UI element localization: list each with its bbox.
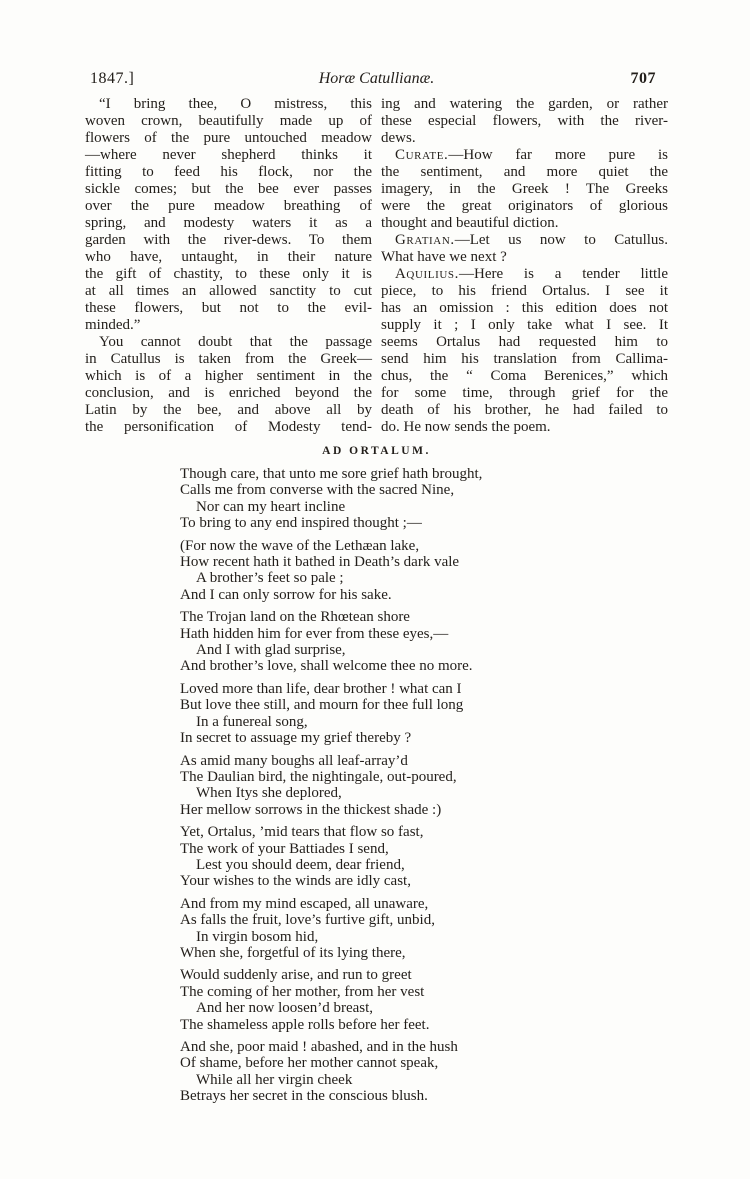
page-title: Horæ Catullianæ. bbox=[318, 70, 435, 87]
poem-stanza bbox=[180, 824, 668, 890]
text-line: And I can only sorrow for his sake. bbox=[180, 586, 392, 603]
text-line: While all her virgin cheek bbox=[196, 1071, 353, 1088]
text-line: at all times an allowed sanctity to cut bbox=[85, 283, 372, 299]
text-line: Her mellow sorrows in the thickest shade :) bbox=[180, 801, 442, 818]
two-column-text bbox=[85, 96, 668, 436]
text-line: When Itys she deplored, bbox=[196, 785, 342, 802]
poem-stanza bbox=[180, 896, 668, 962]
text-line: flowers of the pure untouched meadow bbox=[85, 130, 372, 146]
text-line: —where never shepherd thinks it bbox=[85, 147, 372, 163]
text-line: the personification of Modesty tend- bbox=[85, 419, 372, 435]
text-line: Would suddenly arise, and run to greet bbox=[180, 967, 412, 984]
text-line: Your wishes to the winds are idly cast, bbox=[180, 873, 411, 890]
poem-heading: AD ORTALUM. bbox=[322, 445, 431, 457]
text-line: The Trojan land on the Rhœtean shore bbox=[180, 609, 410, 626]
text-line: Latin by the bee, and above all by bbox=[85, 402, 372, 418]
text-line: And I with glad surprise, bbox=[196, 642, 346, 659]
text-line: the sentiment, and more quiet the bbox=[381, 164, 668, 180]
text-line: seems Ortalus had requested him to bbox=[381, 334, 668, 350]
poem-stanza bbox=[180, 466, 668, 532]
text-line: The Daulian bird, the nightingale, out-poured, bbox=[180, 768, 457, 785]
speaker-name: Gratian. bbox=[395, 232, 455, 248]
text-line: To bring to any end inspired thought ;— bbox=[180, 515, 422, 532]
text-line: dews. bbox=[381, 130, 416, 146]
speaker-name: Aquilius. bbox=[395, 266, 459, 282]
poem-stanza bbox=[180, 1039, 668, 1105]
text-line: for some time, through grief for the bbox=[381, 385, 668, 401]
text-line: The shameless apple rolls before her feet. bbox=[180, 1016, 430, 1033]
text-line: Though care, that unto me sore grief hath brought, bbox=[180, 466, 483, 482]
text-line: Yet, Ortalus, ’mid tears that flow so fast, bbox=[180, 824, 424, 841]
text-line: Nor can my heart incline bbox=[196, 498, 346, 515]
text-line: When she, forgetful of its lying there, bbox=[180, 944, 406, 961]
speaker-name: Curate. bbox=[395, 147, 449, 163]
text-line: Betrays her secret in the conscious blush. bbox=[180, 1088, 428, 1105]
text-line: Of shame, before her mother cannot speak, bbox=[180, 1055, 439, 1072]
text-line: The coming of her mother, from her vest bbox=[180, 983, 425, 1000]
text-line: thought and beautiful diction. bbox=[381, 215, 559, 231]
text-line: Curate.—How far more pure is bbox=[395, 147, 668, 163]
text-line: But love thee still, and mourn for thee full long bbox=[180, 697, 464, 714]
text-line: which is of a higher sentiment in the bbox=[85, 368, 372, 384]
page-number: 707 bbox=[630, 70, 656, 87]
text-line: As falls the fruit, love’s furtive gift, unbid, bbox=[180, 912, 435, 929]
text-line: death of his brother, he had failed to bbox=[381, 402, 668, 418]
text-line: The work of your Battiades I send, bbox=[180, 840, 389, 857]
text-line: As amid many boughs all leaf-array’d bbox=[180, 752, 408, 769]
text-line: chus, the “ Coma Berenices,” which bbox=[381, 368, 668, 384]
text-line: sickle comes; but the bee ever passes bbox=[85, 181, 372, 197]
text-line: You cannot doubt that the passage bbox=[99, 334, 372, 350]
header-year: 1847.] bbox=[90, 70, 135, 87]
text-line: fitting to feed his flock, nor the bbox=[85, 164, 372, 180]
text-line: (For now the wave of the Lethæan lake, bbox=[180, 537, 420, 554]
text-line: And from my mind escaped, all unaware, bbox=[180, 895, 429, 912]
text-line: these flowers, but not to the evil- bbox=[85, 300, 372, 316]
text-line: minded.” bbox=[85, 317, 141, 333]
column-left bbox=[85, 96, 372, 436]
text-line: Calls me from converse with the sacred Nine, bbox=[180, 482, 455, 499]
text-line: were the great originators of glorious bbox=[381, 198, 668, 214]
poem-stanza bbox=[180, 538, 668, 604]
text-line: who have, untaught, in their nature bbox=[85, 249, 372, 265]
text-line: the gift of chastity, to these only it is bbox=[85, 266, 372, 282]
text-line: garden with the river-dews. To them bbox=[85, 232, 372, 248]
text-line: Gratian.—Let us now to Catullus. bbox=[395, 232, 668, 248]
text-line: piece, to his friend Ortalus. I see it bbox=[381, 283, 668, 299]
text-line: send him his translation from Callima- bbox=[381, 351, 668, 367]
text-line: supply it ; I only take what I see. It bbox=[381, 317, 668, 333]
text-line: A brother’s feet so pale ; bbox=[196, 570, 344, 587]
text-line: Hath hidden him for ever from these eyes,— bbox=[180, 625, 449, 642]
text-line: Lest you should deem, dear friend, bbox=[196, 856, 405, 873]
poem-stanza bbox=[180, 609, 668, 675]
text-line: these especial flowers, with the river- bbox=[381, 113, 668, 129]
running-header bbox=[85, 70, 668, 88]
column-right bbox=[381, 96, 668, 436]
poem-stanza bbox=[180, 967, 668, 1033]
text-line: woven crown, beautifully made up of bbox=[85, 113, 372, 129]
text-line: In virgin bosom hid, bbox=[196, 928, 319, 945]
text-line: In secret to assuage my grief thereby ? bbox=[180, 730, 412, 747]
text-line: has an omission : this edition does not bbox=[381, 300, 668, 316]
text-line: And she, poor maid ! abashed, and in the hush bbox=[180, 1039, 458, 1055]
text-line: Aquilius.—Here is a tender little bbox=[395, 266, 668, 282]
text-line: “I bring thee, O mistress, this bbox=[99, 96, 372, 112]
text-line: And her now loosen’d breast, bbox=[196, 1000, 374, 1017]
text-line: over the pure meadow breathing of bbox=[85, 198, 372, 214]
text-line: do. He now sends the poem. bbox=[381, 419, 551, 435]
text-line: In a funereal song, bbox=[196, 713, 308, 730]
text-line: What have we next ? bbox=[381, 249, 507, 265]
text-line: imagery, in the Greek ! The Greeks bbox=[381, 181, 668, 197]
text-line: in Catullus is taken from the Greek— bbox=[85, 351, 372, 367]
text-line: How recent hath it bathed in Death’s dark vale bbox=[180, 554, 460, 571]
poem bbox=[180, 466, 668, 1105]
text-line: spring, and modesty waters it as a bbox=[85, 215, 372, 231]
poem-stanza bbox=[180, 753, 668, 819]
text-line: And brother’s love, shall welcome thee no more. bbox=[180, 658, 473, 675]
text-line: conclusion, and is enriched beyond the bbox=[85, 385, 372, 401]
text-line: Loved more than life, dear brother ! what can I bbox=[180, 680, 462, 697]
text-line: ing and watering the garden, or rather bbox=[381, 96, 668, 112]
poem-stanza bbox=[180, 681, 668, 747]
